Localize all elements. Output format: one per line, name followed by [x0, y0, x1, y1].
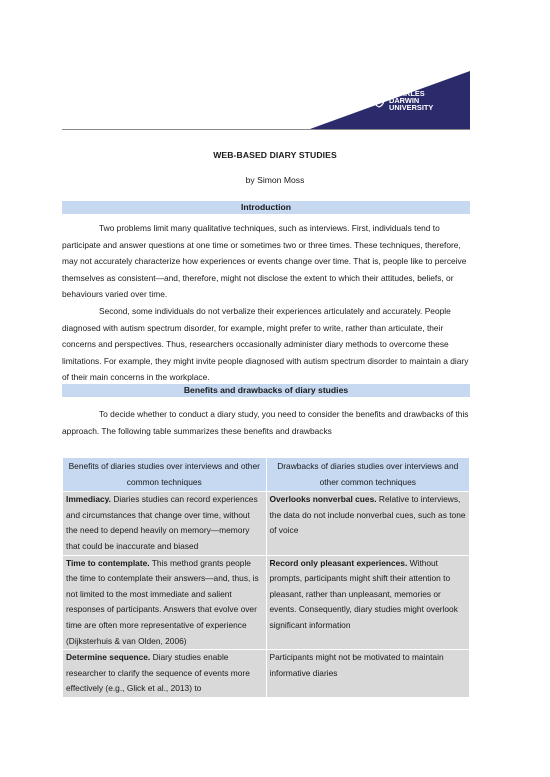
document-title: WEB-BASED DIARY STUDIES [213, 150, 337, 160]
cell-lead: Immediacy. [66, 494, 111, 505]
table-header-drawbacks: Drawbacks of diaries studies over interviews and other common techniques [266, 458, 470, 492]
section-heading-benefits: Benefits and drawbacks of diary studies [62, 384, 470, 397]
logo-line-2: DARWIN [389, 96, 420, 105]
paragraph: Second, some individuals do not verbalize their experiences articulately and accurately. People diagnosed with autism spectrum disorder, for example, might prefer to write, rather than articulate, their concerns and perspectives. Thus, researchers occasionally administer diary methods to overcome these limitations. For example, they might invite people diagnosed with autism spectrum disorder to maintain a diary of their main concerns in the workplace. [62, 305, 469, 383]
table-row [63, 492, 470, 555]
logo-line-3: UNIVERSITY [389, 103, 434, 112]
cell-text: Relative to interviews, the data do not include nonverbal cues, such as tone of voice [269, 494, 466, 536]
table-cell [266, 555, 470, 650]
table-cell [63, 492, 267, 555]
cell-lead: Record only pleasant experiences. [269, 557, 408, 568]
cell-lead: Overlooks nonverbal cues. [269, 494, 377, 505]
section-body-introduction [62, 220, 474, 386]
cell-text: Diaries studies can record experiences and circumstances that change over time, without the need to depend heavily on memory—memory that could be inaccurate and biased [66, 494, 258, 551]
cell-text: This method grants people the time to contemplate their answers—and, thus, is not limited to the most immediate and salient responses of participants. Answers that evolve over time are often more representative of experience (Dijksterhuis & van Olden, 2006) [66, 557, 259, 646]
comparison-table [62, 457, 470, 698]
paragraph: Two problems limit many qualitative techniques, such as interviews. First, individuals tend to participate and answer questions at one time or sometimes two or three times. These techniques, therefore, may not accurately characterize how experiences or events change over time. That is, people like to perceive themselves as consistent—and, therefore, might not disclose the extent to which their attitudes, beliefs, or behaviours varied over time. [62, 223, 467, 300]
cell-lead: Time to contemplate. [66, 557, 150, 568]
table-cell [266, 650, 470, 698]
table-cell [266, 492, 470, 555]
table-row [63, 555, 470, 650]
cell-text: Without prompts, participants might shift their attention to pleasant, rather than unpleasant, memories or events. Consequently, diary studies might overlook significant information [269, 557, 458, 630]
section-heading-introduction: Introduction [62, 201, 470, 214]
table-cell [63, 650, 267, 698]
document-author: by Simon Moss [245, 175, 305, 185]
cell-text: Diary studies enable researcher to clarify the sequence of events more effectively (e.g., Glick et al., 2013) to [66, 652, 250, 694]
table-header-row [63, 458, 470, 492]
cell-lead: Determine sequence. [66, 652, 151, 663]
table-header-benefits: Benefits of diaries studies over interviews and other common techniques [63, 458, 267, 492]
paragraph: To decide whether to conduct a diary study, you need to consider the benefits and drawbacks of this approach. The following table summarizes these benefits and drawbacks [62, 409, 469, 436]
header-divider [62, 129, 470, 130]
table-cell [63, 555, 267, 650]
section-body-benefits [62, 406, 474, 439]
university-logo [310, 71, 470, 129]
logo-line-1: CHARLES [389, 89, 425, 98]
logo-graphic [310, 71, 470, 129]
cell-text: Participants might not be motivated to maintain informative diaries [269, 652, 444, 678]
table-row [63, 650, 470, 698]
